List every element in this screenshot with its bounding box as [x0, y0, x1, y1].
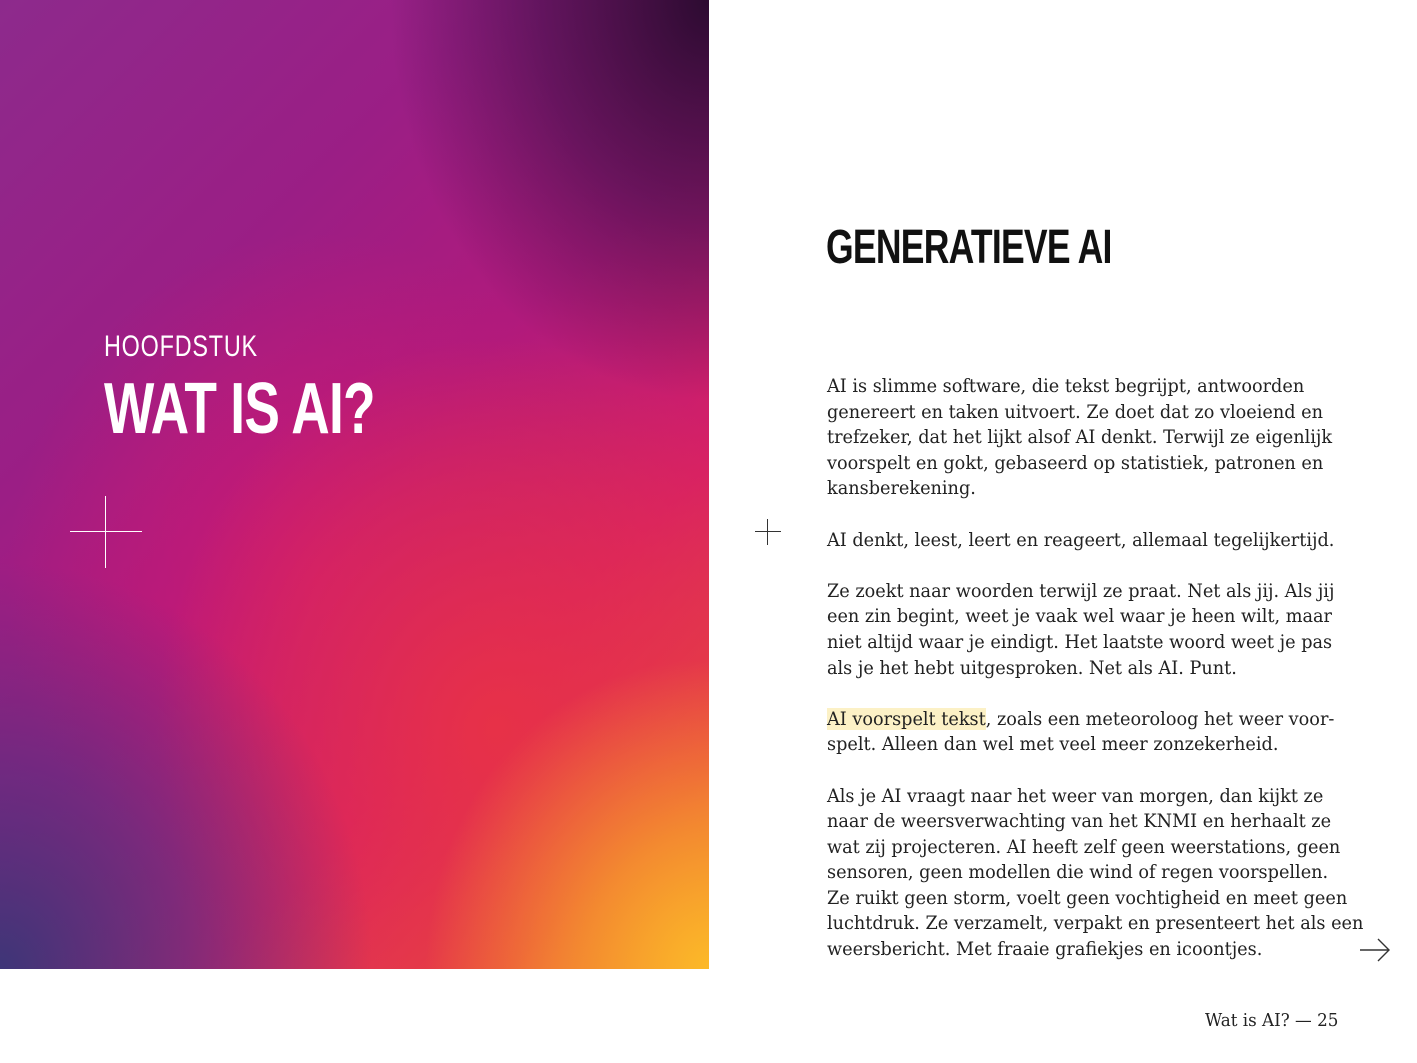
- section-title: GENERATIEVE AI: [826, 221, 1112, 274]
- arrow-right-icon[interactable]: [1358, 936, 1392, 964]
- paragraph-4: [827, 707, 1357, 758]
- text-line: spelt. Alleen dan wel met veel meer zonzekerheid.: [827, 733, 1279, 756]
- text-line: een zin begint, weet je vaak wel waar je heen wilt, maar: [827, 605, 1332, 628]
- text-fragment: , zoals een meteoroloog het weer voor-: [985, 707, 1335, 730]
- paragraph-5: [827, 784, 1364, 963]
- text-line: naar de weersverwachting van het KNMI en herhaalt ze: [827, 810, 1332, 833]
- paragraph-3: [827, 579, 1357, 681]
- paragraph-1: [827, 374, 1357, 502]
- text-line: voorspelt en gokt, gebaseerd op statistiek, patronen en: [827, 451, 1324, 474]
- chapter-gradient-panel: [0, 0, 709, 969]
- paragraph-2: [827, 528, 1357, 554]
- chapter-title: WAT IS AI?: [104, 369, 375, 449]
- text-line: sensoren, geen modellen die wind of regen voorspellen.: [827, 861, 1329, 884]
- text-line: Als je AI vraagt naar het weer van morgen, dan kijkt ze: [827, 784, 1324, 807]
- text-line: niet altijd waar je eindigt. Het laatste woord weet je pas: [827, 630, 1333, 653]
- text-line: wat zij projecteren. AI heeft zelf geen weerstations, geen: [827, 835, 1341, 858]
- text-line: kansberekening.: [827, 477, 976, 500]
- text-line: weersbericht. Met fraaie grafiekjes en icoontjes.: [827, 938, 1263, 961]
- text-line: luchtdruk. Ze verzamelt, verpakt en presenteert het als een: [827, 912, 1364, 935]
- text-line: AI is slimme software, die tekst begrijpt, antwoorden: [827, 375, 1305, 397]
- page-footer: Wat is AI? — 25: [1205, 1010, 1339, 1031]
- text-line: Ze ruikt geen storm, voelt geen vochtigheid en meet geen: [827, 886, 1348, 909]
- text-line: Ze zoekt naar woorden terwijl ze praat. Net als jij. Als jij: [827, 579, 1335, 602]
- text-line: AI denkt, leest, leert en reageert, allemaal tegelijkertijd.: [827, 528, 1335, 551]
- text-line: als je het hebt uitgesproken. Net als AI. Punt.: [827, 656, 1237, 679]
- chapter-kicker: HOOFDSTUK: [104, 330, 258, 363]
- highlighted-text: AI voorspelt tekst: [827, 707, 986, 730]
- crosshair-icon: [755, 519, 781, 545]
- text-line: trefzeker, dat het lijkt alsof AI denkt. Terwijl ze eigenlijk: [827, 426, 1333, 449]
- text-line: genereert en taken uitvoert. Ze doet dat zo vloeiend en: [827, 400, 1323, 423]
- crosshair-icon: [70, 496, 142, 568]
- body-text: [827, 374, 1364, 988]
- text-line: [827, 707, 1335, 733]
